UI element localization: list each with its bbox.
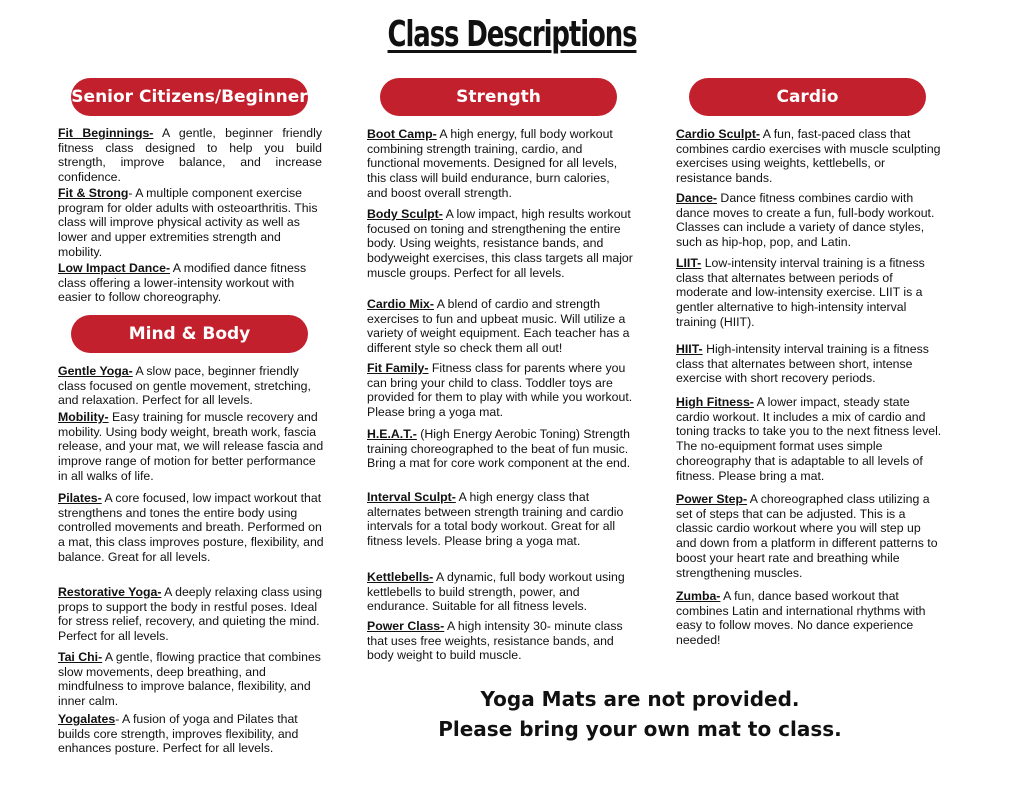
strength-header: Strength	[380, 78, 617, 116]
class-desc: A high energy class that alternates between strength training and cardio intervals for a total body workout. Great for all fitness levels. Please bring a yoga mat.	[367, 490, 624, 549]
class-name: Dance-	[676, 191, 718, 205]
mat-notice-line2: Please bring your own mat to class.	[438, 717, 842, 741]
class-name: HIIT-	[676, 342, 703, 356]
class-entry	[58, 491, 324, 565]
class-desc: A high energy, full body workout combining strength training, cardio, and functional movements. Designed for all levels, this class will build endurance, burn calories, and boost overall strength.	[367, 127, 618, 200]
class-name: Mobility-	[58, 410, 109, 424]
class-desc: A gentle, beginner friendly fitness class designed to help you build strength, improve balance, and increase confidence.	[58, 126, 323, 185]
class-entry	[367, 127, 633, 201]
class-desc: A dynamic, full body workout using kettlebells to build strength, power, and endurance. Suitable for all fitness levels.	[367, 570, 625, 614]
senior-header: Senior Citizens/Beginner	[71, 78, 308, 116]
class-desc: Fitness class for parents where you can bring your child to class. Toddler toys are provided for them to play with while you workout. Please bring a yoga mat.	[367, 361, 633, 420]
class-desc: A deeply relaxing class using props to support the body in restful poses. Ideal for stress relief, recovery, and quieting the mind. Perfect for all levels.	[58, 585, 323, 644]
class-entry	[58, 126, 322, 185]
class-name: H.E.A.T.-	[367, 427, 417, 441]
class-desc: A low impact, high results workout focused on toning and strengthening the entire body. Using weights, resistance bands, and bodyweight exercises, this class targets all major muscle groups. Perfect for all levels.	[367, 207, 633, 280]
class-entry	[367, 297, 633, 356]
class-name: Boot Camp-	[367, 127, 437, 141]
class-entry	[58, 650, 324, 709]
class-desc: A blend of cardio and strength exercises to fun and upbeat music. Will utilize a variety of weight equipment. Each teacher has a different style so check them all out!	[367, 297, 630, 356]
class-entry	[58, 261, 322, 305]
class-entry	[58, 186, 322, 260]
class-entry	[367, 619, 633, 663]
class-name: Body Sculpt-	[367, 207, 443, 221]
class-desc: A high intensity 30- minute class that uses free weights, resistance bands, and body weight to build muscle.	[367, 619, 623, 663]
class-desc: A modified dance fitness class offering a lower-intensity workout with easier to follow choreography.	[58, 261, 307, 305]
class-name: Power Class-	[367, 619, 445, 633]
class-entry	[676, 492, 942, 580]
mind-body-header: Mind & Body	[71, 315, 308, 353]
class-desc: A choreographed class utilizing a set of steps that can be adjusted. This is a classic cardio workout where you will step up and down from a platform in different patterns to boost your heart rate and breathing while strengthening muscles.	[676, 492, 938, 580]
class-desc: A fun, dance based workout that combines Latin and international rhythms with easy to follow moves. No dance experience needed!	[676, 589, 926, 648]
class-name: High Fitness-	[676, 395, 754, 409]
class-entry	[58, 410, 324, 484]
class-entry	[367, 361, 633, 420]
class-name: Low Impact Dance-	[58, 261, 171, 275]
class-desc: Easy training for muscle recovery and mobility. Using body weight, breath work, fascia release, and your mat, we will release fascia and improve range of motion for better performance in all walks of life.	[58, 410, 324, 483]
class-name: Interval Sculpt-	[367, 490, 456, 504]
class-entry	[676, 256, 942, 330]
class-desc: A gentle, flowing practice that combines slow movements, deep breathing, and mindfulness to improve balance, flexibility, and inner calm.	[58, 650, 321, 709]
class-entry	[676, 395, 942, 483]
cardio-header: Cardio	[689, 78, 926, 116]
class-entry	[676, 127, 942, 186]
class-name: Gentle Yoga-	[58, 364, 133, 378]
class-name: Yogalates	[58, 712, 116, 726]
class-entry	[676, 342, 942, 386]
class-name: Fit Beginnings-	[58, 126, 154, 140]
class-desc: - A fusion of yoga and Pilates that builds core strength, improves flexibility, and enhances posture. Perfect for all levels.	[58, 712, 299, 756]
class-entry	[676, 191, 942, 250]
class-desc: A lower impact, steady state cardio workout. It includes a mix of cardio and toning tracks to take you to the next fitness level. The no-equipment format uses simple choreography that is adaptable to all levels of fitness. Please bring a mat.	[676, 395, 942, 483]
class-entry	[367, 207, 633, 281]
class-desc: Low-intensity interval training is a fitness class that alternates between periods of moderate and low-intensity exercise. LIIT is a gentler alternative to high-intensity interval training (HIIT).	[676, 256, 925, 329]
class-entry	[676, 589, 942, 648]
class-name: Zumba-	[676, 589, 721, 603]
class-desc: - A multiple component exercise program for older adults with osteoarthritis. This class will improve physical activity as well as lower and upper extremities strength and mobility.	[58, 186, 318, 259]
class-name: Fit Family-	[367, 361, 429, 375]
class-entry	[58, 712, 324, 756]
class-entry	[367, 490, 633, 549]
class-entry	[367, 427, 633, 471]
mat-notice-line1: Yoga Mats are not provided.	[480, 687, 800, 711]
class-name: Restorative Yoga-	[58, 585, 162, 599]
class-name: Cardio Sculpt-	[676, 127, 761, 141]
class-desc: Dance fitness combines cardio with dance moves to create a fun, full-body workout. Classes can include a variety of dance styles, such as hip-hop, pop, and Latin.	[676, 191, 935, 250]
mat-notice	[410, 684, 870, 744]
class-name: Kettlebells-	[367, 570, 434, 584]
class-desc: A core focused, low impact workout that strengthens and tones the entire body using controlled movements and breath. Performed on a mat, this class improves posture, flexibility, and balance. Great for all levels.	[58, 491, 324, 564]
class-name: Tai Chi-	[58, 650, 103, 664]
class-entry	[58, 364, 324, 408]
class-name: Pilates-	[58, 491, 102, 505]
class-entry	[367, 570, 633, 614]
class-desc: High-intensity interval training is a fitness class that alternates between short, intense exercise with short recovery periods.	[676, 342, 929, 386]
class-name: Cardio Mix-	[367, 297, 434, 311]
class-name: LIIT-	[676, 256, 702, 270]
page-title: Class Descriptions	[387, 14, 637, 55]
class-desc: A slow pace, beginner friendly class focused on gentle movement, stretching, and relaxation. Perfect for all levels.	[58, 364, 311, 408]
class-desc: (High Energy Aerobic Toning) Strength training choreographed to the beat of fun music. Bring a mat for core work component at the end.	[367, 427, 631, 471]
class-name: Power Step-	[676, 492, 748, 506]
class-entry	[58, 585, 324, 644]
class-name: Fit & Strong	[58, 186, 129, 200]
class-desc: A fun, fast-paced class that combines cardio exercises with muscle sculpting exercises using weights, kettlebells, or resistance bands.	[676, 127, 941, 186]
